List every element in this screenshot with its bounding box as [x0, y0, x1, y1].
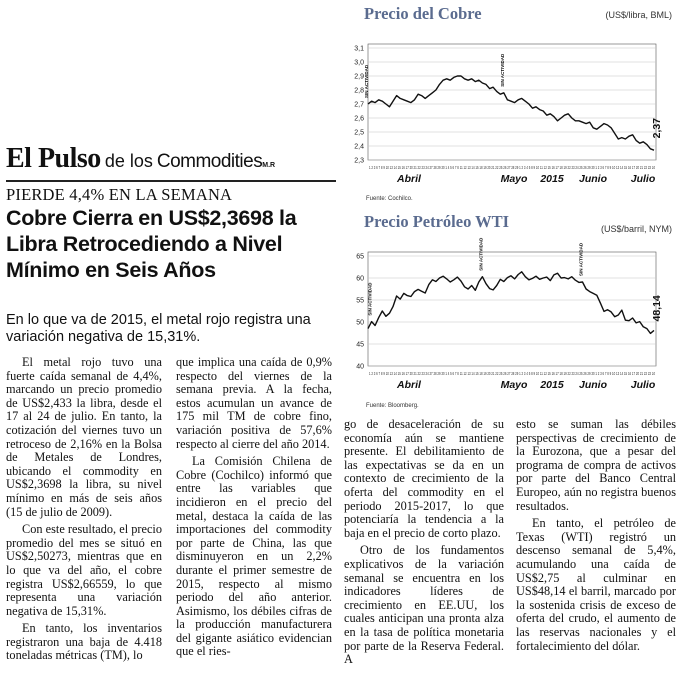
- kicker: PIERDE 4,4% EN LA SEMANA: [6, 185, 233, 204]
- copper-chart-source: Fuente: Cochilco.: [366, 196, 413, 202]
- last-value-label: 48,14: [651, 295, 663, 322]
- y-tick-label: 2,7: [354, 101, 364, 109]
- headline: Cobre Cierra en US$2,3698 la Libra Retrocediendo a Nivel Mínimo en Seis Años: [6, 206, 297, 282]
- paragraph: En tanto, los inventarios registraron una baja de 4.418 toneladas métricas (TM), lo: [6, 621, 162, 663]
- y-tick-label: 45: [356, 341, 364, 349]
- copper-chart: [346, 4, 678, 210]
- series-line: [368, 76, 654, 150]
- last-value-label: 2,37: [651, 117, 663, 139]
- plot-frame: [368, 252, 656, 366]
- y-tick-label: 2,4: [354, 143, 364, 151]
- y-tick-label: 2,3: [354, 157, 364, 165]
- y-tick-label: 2,8: [354, 87, 364, 95]
- copper-chart-title: Precio del Cobre: [364, 4, 482, 23]
- month-label: 2015: [540, 173, 564, 185]
- y-tick-label: 3,1: [354, 45, 364, 53]
- section-title-commodities: Commodities: [156, 151, 263, 172]
- y-tick-label: 2,9: [354, 73, 364, 81]
- month-label: Julio: [630, 379, 656, 391]
- y-tick-label: 2,6: [354, 115, 364, 123]
- section-title-de: de los: [104, 151, 153, 171]
- y-tick-label: 2,5: [354, 129, 364, 137]
- y-tick-label: 40: [356, 363, 364, 371]
- y-tick-label: 60: [356, 275, 364, 283]
- x-tick-labels: 1 2 3 6 7 8 9 10 13 14 15 16 17 20 21 22 23 24 27 28 29 30 1 4 5 6 7 8 11 12 13 14 15 18 19 20 21 22 25 26 27 28 29 1 2 3 4 5 8 9 10 11 12 15 16 17 18 19 22 23 24 25 26 29 30 1 2 3 6 7 8 9 10 13 14 15 16 17 20 21 22 23 24: [369, 371, 656, 376]
- deck: En lo que va de 2015, el metal rojo registra una variación negativa de 15,31%.: [6, 312, 311, 345]
- paragraph: La Comisión Chilena de Cobre (Cochilco) informó que entre las variables que incidieron en el precio del metal, destaca la caída de las importaciones del commodity por parte de China, las que disminuyeron en un 2,2% durante el primer semestre de 2015, respecto al mismo periodo del año anterior. Asimismo, los débiles cifras de la producción manufacturera del gigante asiático evidencian que el ries-: [176, 454, 332, 659]
- no-activity-label: SIN ACTIVIDAD: [578, 242, 584, 276]
- article-column-2: [176, 356, 332, 659]
- wti-chart: [346, 212, 678, 414]
- paragraph: El metal rojo tuvo una fuerte caída semanal de 4,4%, marcando un precio promedio de US$2,433 la libra, desde el 17 al 24 de julio. En tanto, la cotización del viernes tuvo un retroceso de 2,16% en la Bolsa de Metales de Londres, ubicando el commodity en US$2,3698 la libra, su nivel mínimo en más de seis años (15 de julio de 2009).: [6, 355, 162, 519]
- y-tick-label: 55: [356, 297, 364, 305]
- month-label: Abril: [397, 379, 421, 391]
- no-activity-label: SIN ACTIVIDAD: [367, 282, 373, 316]
- section-title: El Pulso: [6, 143, 101, 174]
- paragraph: En tanto, el petróleo de Texas (WTI) registró un descenso semanal de 5,4%, acumulando una caída de US$2,75 al culminar en US$48,14 el barril, marcado por la sostenida crisis de exceso de oferta del crudo, el aumento de las reservas nacionales y el fortalecimiento del dólar.: [516, 516, 676, 653]
- month-label: Junio: [579, 173, 607, 185]
- no-activity-label: SIN ACTIVIDAD: [499, 53, 505, 87]
- wti-chart-title: Precio Petróleo WTI: [364, 212, 510, 231]
- month-label: Julio: [630, 173, 656, 185]
- paragraph: Con este resultado, el precio promedio del mes se situó en US$2,50273, mientras que en lo que va del año, el cobre registra US$2,66559, lo que representa una variación negativa de 15,31%.: [6, 522, 162, 618]
- registered-mark: M.R: [262, 162, 276, 169]
- no-activity-label: SIN ACTIVIDAD: [478, 237, 484, 271]
- copper-chart-plot: [346, 4, 678, 210]
- paragraph: esto se suman las débiles perspectivas de crecimiento de la Eurozona, que a pesar del programa de compra de activos por parte del Banco Central Europeo, aún no registra buenos resultados.: [516, 417, 676, 513]
- month-label: Mayo: [500, 173, 528, 185]
- y-tick-label: 3,0: [354, 59, 364, 67]
- article-column-1: [6, 356, 162, 663]
- month-label: Junio: [579, 379, 607, 391]
- wti-chart-unit: (US$/barril, NYM): [600, 224, 672, 234]
- no-activity-label: SIN ACTIVIDAD: [364, 64, 369, 98]
- copper-chart-unit: (US$/libra, BML): [605, 10, 672, 20]
- article-column-3: [344, 418, 504, 667]
- month-label: 2015: [540, 379, 564, 391]
- paragraph: Otro de los fundamentos explicativos de la variación semanal se encuentra en los indicadores líderes de crecimiento en EE.UU, los cuales anticipan una pronta alza en la tasa de política monetaria por parte de la Reserva Federal. A: [344, 543, 504, 667]
- article-column-4: [516, 418, 676, 653]
- paragraph: go de desaceleración de su economía aún se mantiene presente. El debilitamiento de las expectativas se da en un contexto de crecimiento de la oferta del commodity en el periodo 2015-2017, lo que potenciaría la tendencia a la baja en el precio de corto plazo.: [344, 417, 504, 540]
- section-header: [6, 143, 275, 175]
- month-label: Abril: [397, 173, 421, 185]
- x-tick-labels: 1 2 3 6 7 8 9 10 13 14 15 16 17 20 21 22 23 24 27 28 29 30 1 4 5 6 7 8 11 12 13 14 15 18 19 20 21 22 25 26 27 28 29 1 2 3 4 5 8 9 10 11 12 15 16 17 18 19 22 23 24 25 26 29 30 1 2 3 6 7 8 9 10 13 14 15 16 17 20 21 22 23 24: [369, 165, 656, 170]
- series-line: [368, 272, 654, 334]
- paragraph: que implica una caída de 0,9% respecto del viernes de la semana previa. A la fecha, estos acumulan un avance de 175 mil TM de cobre fino, variación positiva de 57,6% respecto al cierre del año 2014.: [176, 355, 332, 451]
- y-tick-label: 50: [356, 319, 364, 327]
- wti-chart-plot: [346, 212, 678, 414]
- wti-chart-source: Fuente: Bloomberg.: [366, 403, 419, 409]
- header-divider: [6, 180, 336, 182]
- month-label: Mayo: [500, 379, 528, 391]
- y-tick-label: 65: [356, 253, 364, 261]
